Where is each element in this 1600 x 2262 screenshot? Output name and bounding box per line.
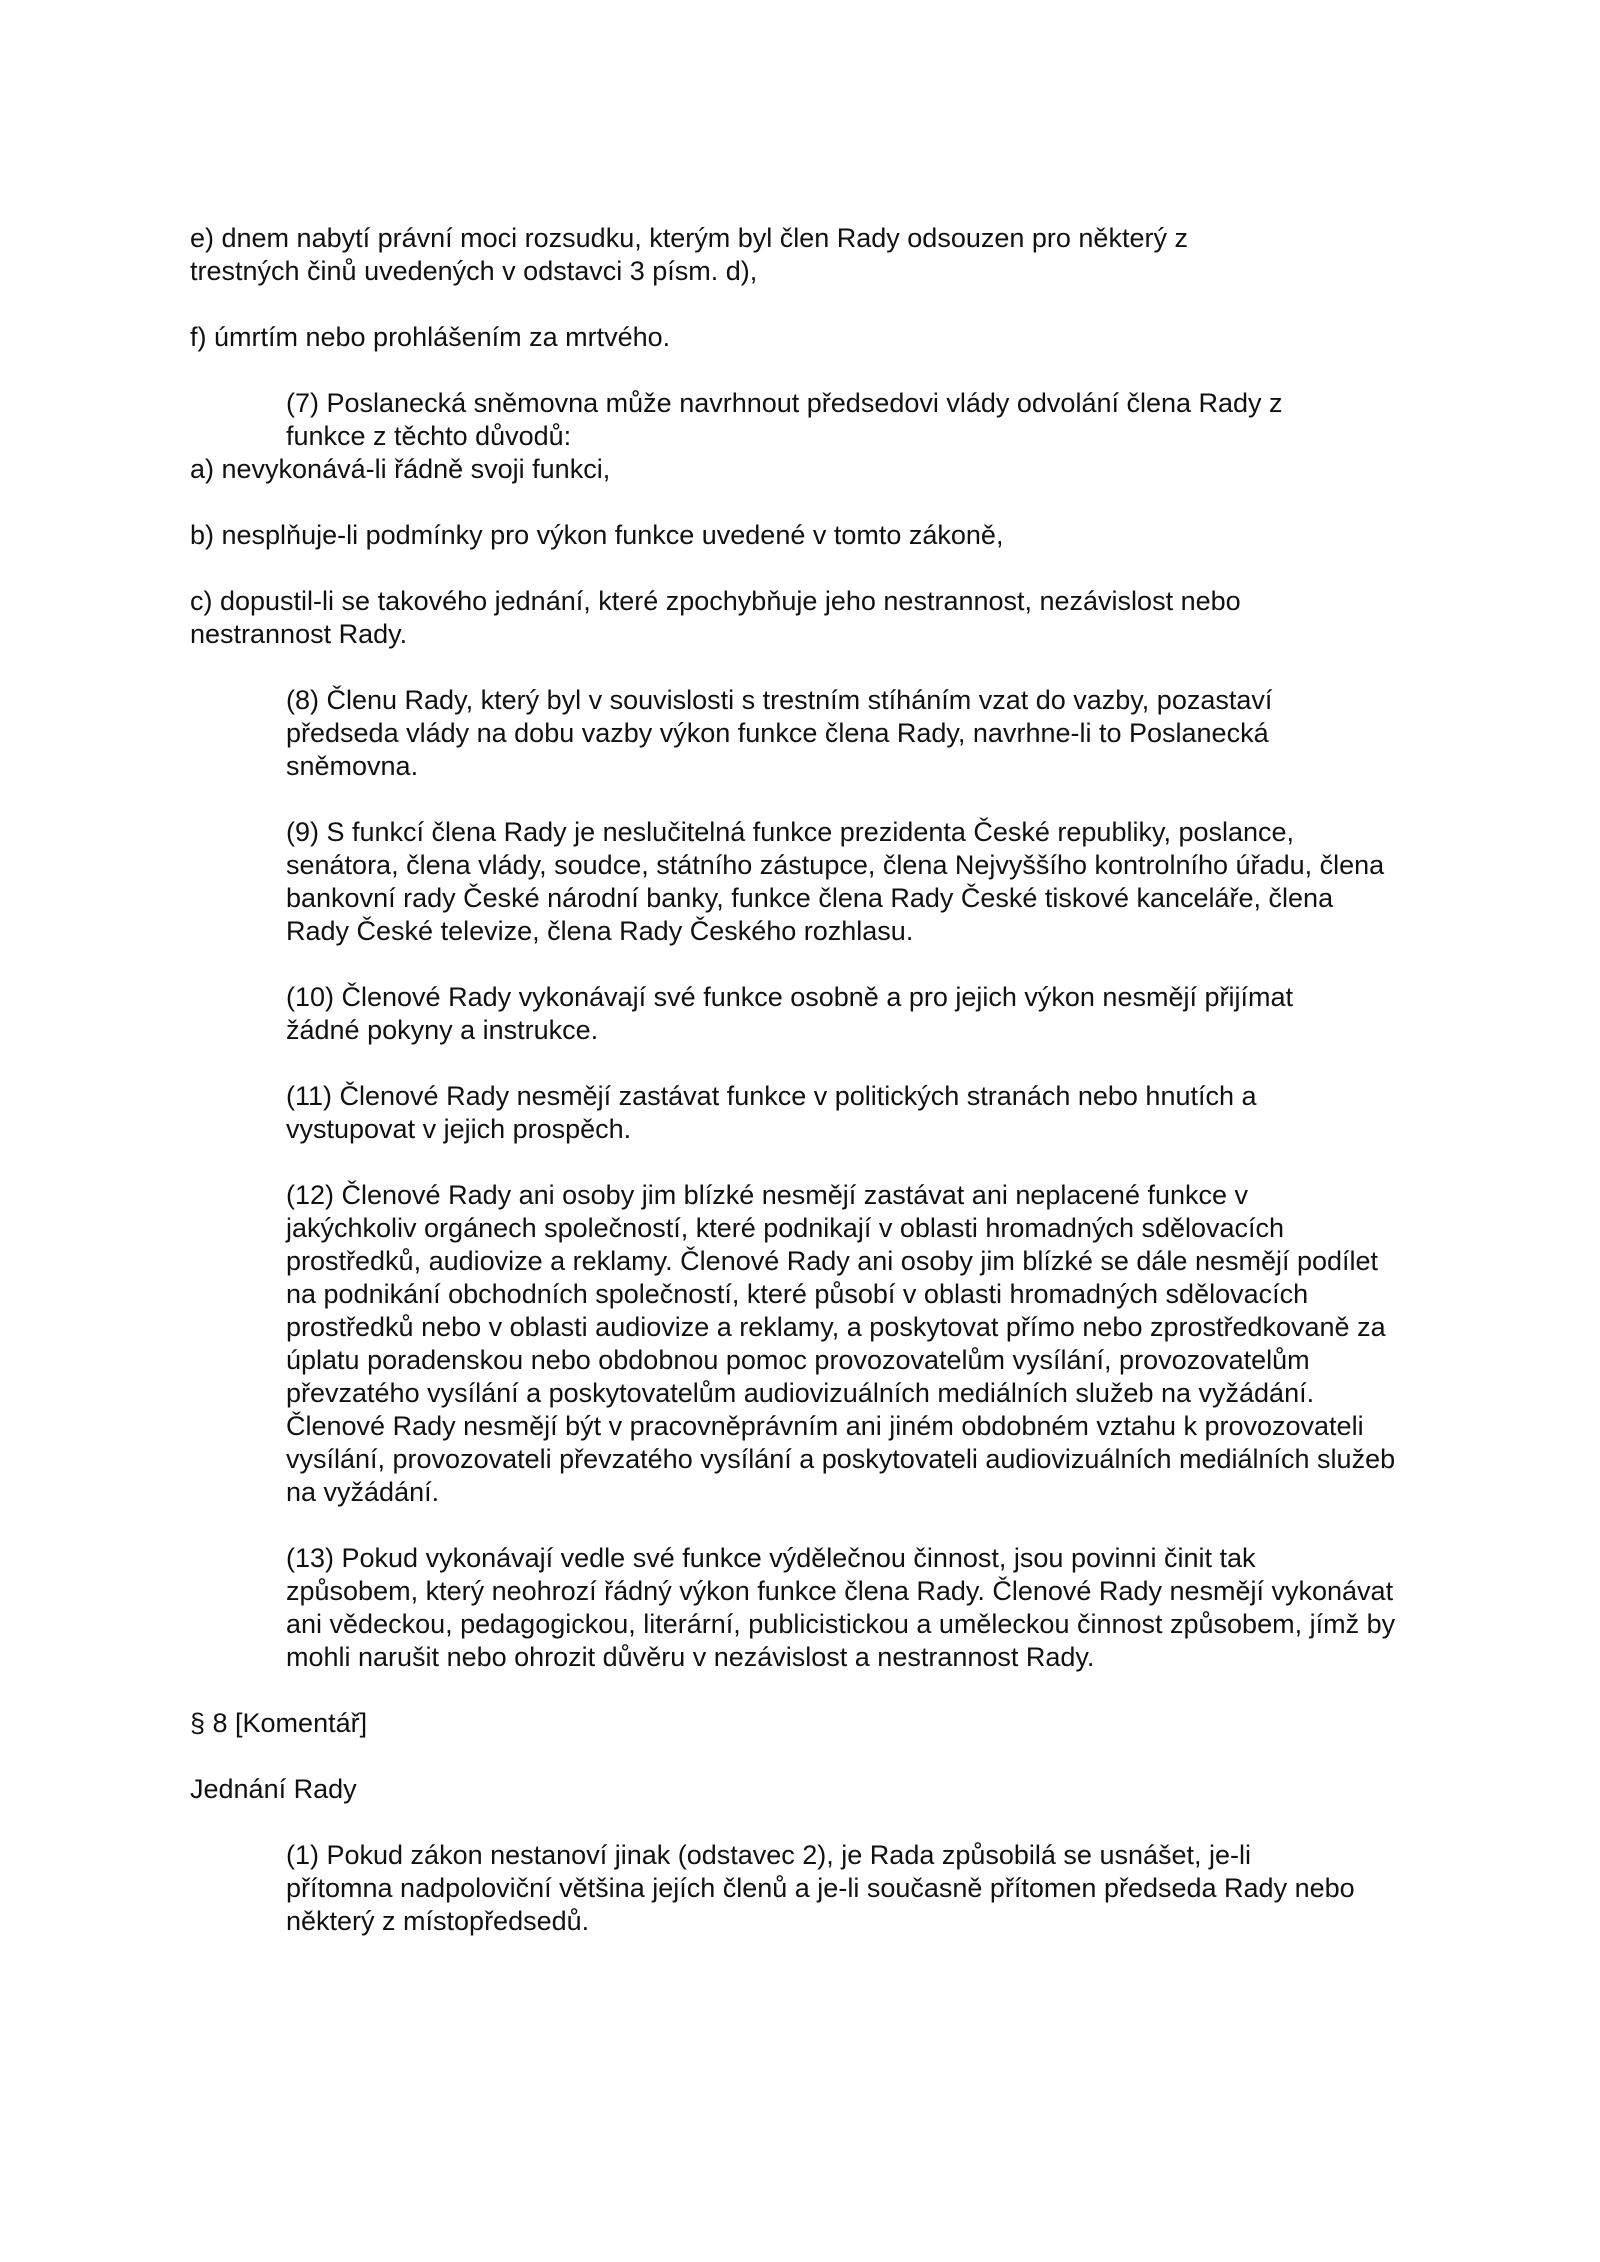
document-paragraph xyxy=(190,585,1430,651)
text-line: f) úmrtím nebo prohlášením za mrtvého. xyxy=(190,322,671,352)
text-line: (13) Pokud vykonávají vedle své funkce výdělečnou činnost, jsou povinni činit tak xyxy=(286,1543,1256,1573)
document-paragraph xyxy=(190,1707,1430,1740)
text-line: převzatého vysílání a poskytovatelům audiovizuálních mediálních služeb na vyžádání. xyxy=(286,1378,1315,1408)
text-line: Členové Rady nesmějí být v pracovněprávním ani jiném obdobném vztahu k provozovateli xyxy=(286,1411,1364,1441)
text-line: vystupovat v jejich prospěch. xyxy=(286,1114,632,1144)
text-line: žádné pokyny a instrukce. xyxy=(286,1015,599,1045)
document-paragraph xyxy=(190,321,1430,354)
document-page xyxy=(190,222,1430,1971)
text-line: (7) Poslanecká sněmovna může navrhnout předsedovi vlády odvolání člena Rady z xyxy=(286,388,1283,418)
text-line: senátora, člena vlády, soudce, státního zástupce, člena Nejvyššího kontrolního úřadu, člena xyxy=(286,850,1385,880)
text-line: bankovní rady České národní banky, funkce člena Rady České tiskové kanceláře, člena xyxy=(286,883,1334,913)
text-line: e) dnem nabytí právní moci rozsudku, kterým byl člen Rady odsouzen pro některý z xyxy=(190,223,1188,253)
text-line: vysílání, provozovateli převzatého vysílání a poskytovateli audiovizuálních mediálních služeb xyxy=(286,1444,1396,1474)
text-line: ani vědeckou, pedagogickou, literární, publicistickou a uměleckou činnost způsobem, jímž by xyxy=(286,1609,1396,1639)
text-line: předseda vlády na dobu vazby výkon funkce člena Rady, navrhne-li to Poslanecká xyxy=(286,718,1269,748)
text-line: (10) Členové Rady vykonávají své funkce osobně a pro jejich výkon nesmějí přijímat xyxy=(286,982,1293,1012)
document-paragraph xyxy=(190,981,1430,1047)
text-line: přítomna nadpoloviční většina jejích členů a je-li současně přítomen předseda Rady nebo xyxy=(286,1873,1355,1903)
text-line: (12) Členové Rady ani osoby jim blízké nesmějí zastávat ani neplacené funkce v xyxy=(286,1180,1249,1210)
text-line: trestných činů uvedených v odstavci 3 písm. d), xyxy=(190,256,758,286)
text-line: (9) S funkcí člena Rady je neslučitelná funkce prezidenta České republiky, poslance, xyxy=(286,817,1295,847)
document-paragraph xyxy=(190,1179,1430,1509)
text-line: prostředků nebo v oblasti audiovize a reklamy, a poskytovat přímo nebo zprostředkovaně za xyxy=(286,1312,1386,1342)
text-line: (11) Členové Rady nesmějí zastávat funkce v politických stranách nebo hnutích a xyxy=(286,1081,1257,1111)
text-line: funkce z těchto důvodů: xyxy=(286,421,572,451)
text-line: § 8 [Komentář] xyxy=(190,1708,368,1738)
text-line: nestrannost Rady. xyxy=(190,619,408,649)
text-line: na podnikání obchodních společností, které působí v oblasti hromadných sdělovacích xyxy=(286,1279,1309,1309)
document-paragraph xyxy=(190,453,1430,486)
text-line: sněmovna. xyxy=(286,751,419,781)
document-paragraph xyxy=(190,1542,1430,1674)
document-paragraph xyxy=(190,816,1430,948)
text-line: (8) Členu Rady, který byl v souvislosti s trestním stíháním vzat do vazby, pozastaví xyxy=(286,685,1273,715)
text-line: některý z místopředsedů. xyxy=(286,1906,590,1936)
document-paragraph xyxy=(190,1080,1430,1146)
text-line: (1) Pokud zákon nestanoví jinak (odstavec 2), je Rada způsobilá se usnášet, je-li xyxy=(286,1840,1252,1870)
document-paragraph xyxy=(190,222,1430,288)
text-line: úplatu poradenskou nebo obdobnou pomoc provozovatelům vysílání, provozovatelům xyxy=(286,1345,1310,1375)
document-paragraph xyxy=(190,387,1430,453)
text-line: Rady České televize, člena Rady Českého rozhlasu. xyxy=(286,916,914,946)
text-line: Jednání Rady xyxy=(190,1774,357,1804)
text-line: prostředků, audiovize a reklamy. Členové Rady ani osoby jim blízké se dále nesmějí podílet xyxy=(286,1246,1379,1276)
document-paragraph xyxy=(190,1839,1430,1938)
text-line: b) nesplňuje-li podmínky pro výkon funkce uvedené v tomto zákoně, xyxy=(190,520,1004,550)
text-line: jakýchkoliv orgánech společností, které podnikají v oblasti hromadných sdělovacích xyxy=(286,1213,1285,1243)
document-paragraph xyxy=(190,684,1430,783)
text-line: na vyžádání. xyxy=(286,1477,440,1507)
text-line: mohli narušit nebo ohrozit důvěru v nezávislost a nestrannost Rady. xyxy=(286,1642,1095,1672)
text-line: a) nevykonává-li řádně svoji funkci, xyxy=(190,454,611,484)
document-paragraph xyxy=(190,1773,1430,1806)
text-line: způsobem, který neohrozí řádný výkon funkce člena Rady. Členové Rady nesmějí vykonávat xyxy=(286,1576,1394,1606)
document-paragraph xyxy=(190,519,1430,552)
text-line: c) dopustil-li se takového jednání, které zpochybňuje jeho nestrannost, nezávislost nebo xyxy=(190,586,1241,616)
